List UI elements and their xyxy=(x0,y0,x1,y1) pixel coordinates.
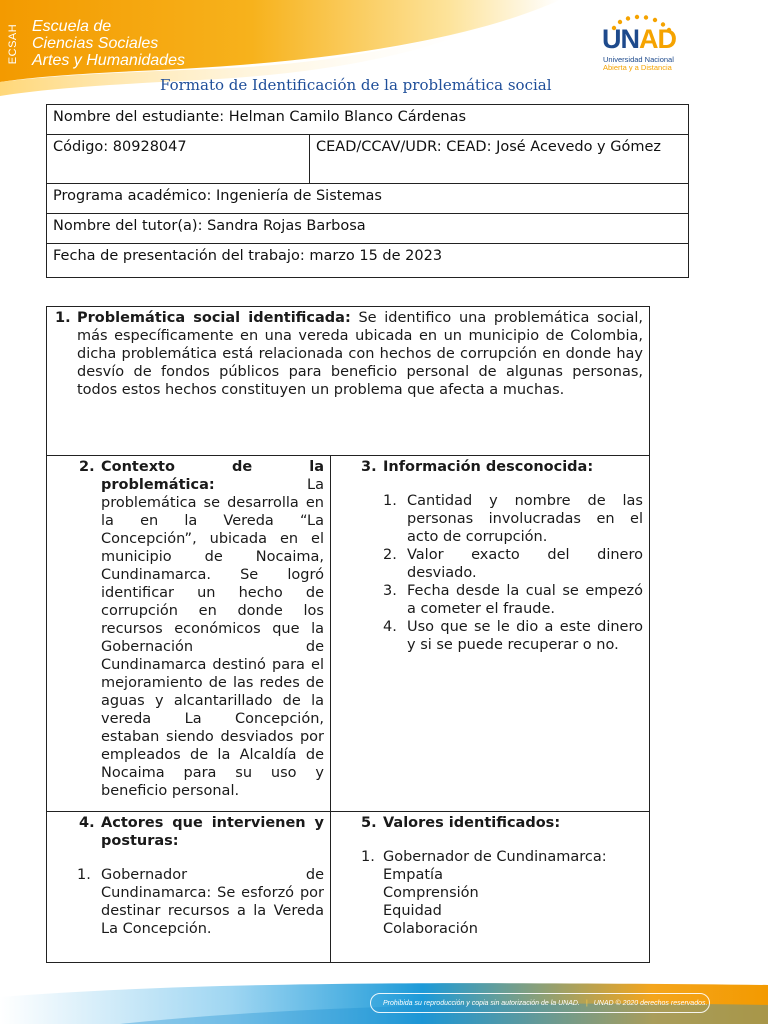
page-title: Formato de Identificación de la problemática social xyxy=(160,76,552,94)
ecsah-text: ECSAH xyxy=(7,23,19,65)
section-1-cell xyxy=(47,307,650,456)
section-5-label: Valores identificados: xyxy=(383,815,561,831)
problem-format-table xyxy=(46,306,650,963)
program-cell: Programa académico: Ingeniería de Sistemas xyxy=(47,184,689,214)
section-1-body: Se identifico una problemática social, más específicamente en una vereda ubicada en un municipio de Colombia, dicha problemática está relacionada con hechos de corrupción en donde hay desvío de fondos públicos para beneficio personal de algunas personas, todos estos hechos constituyen un problema que afecta a muchas. xyxy=(77,310,644,398)
section-1-number: 1. xyxy=(55,310,71,326)
section-2-number: 2. xyxy=(79,459,95,475)
value-entry: Comprensión xyxy=(383,885,479,901)
footer-copy-notice: Prohibida su reproducción y copia sin autorización de la UNAD. xyxy=(383,999,580,1007)
unknown-info-list xyxy=(383,492,643,654)
school-name xyxy=(32,18,185,69)
footer-notice xyxy=(370,993,710,1013)
values-item-number: 1. xyxy=(361,849,375,865)
unknown-info-item-number: 1. xyxy=(383,493,397,509)
logo-subtitle xyxy=(603,56,693,72)
section-5-number: 5. xyxy=(361,815,377,831)
logo-un: UN xyxy=(602,24,639,54)
actors-list xyxy=(77,866,324,938)
school-line-1: Escuela de xyxy=(32,18,112,35)
section-4-cell xyxy=(47,812,331,963)
section-5-heading xyxy=(361,814,643,832)
actor-item-number: 1. xyxy=(77,867,91,883)
section-3-label: Información desconocida: xyxy=(383,459,594,475)
actor-item-text: Gobernador de Cundinamarca: Se esforzó por destinar recursos a la Vereda La Concepción. xyxy=(101,867,324,937)
section-2-text xyxy=(79,458,324,800)
values-entries xyxy=(383,866,643,938)
cead-cell: CEAD/CCAV/UDR: CEAD: José Acevedo y Gómez xyxy=(310,135,689,184)
unknown-info-item-text: Uso que se le dio a este dinero y si se puede recuperar o no. xyxy=(407,619,643,653)
values-item-head: Gobernador de Cundinamarca: xyxy=(383,849,607,865)
ecsah-vertical-label xyxy=(4,18,22,70)
logo-sub-line-1: Universidad Nacional xyxy=(603,55,674,64)
section-1-text xyxy=(55,309,644,399)
date-cell: Fecha de presentación del trabajo: marzo 15 de 2023 xyxy=(47,244,689,278)
section-2-label: Contexto de la problemática: xyxy=(101,459,324,493)
code-cell: Código: 80928047 xyxy=(47,135,310,184)
footer-separator: | xyxy=(585,999,588,1007)
student-name-cell: Nombre del estudiante: Helman Camilo Blanco Cárdenas xyxy=(47,105,689,135)
footer-banner xyxy=(0,975,768,1024)
section-4-label: Actores que intervienen y posturas: xyxy=(101,815,324,849)
unknown-info-item-text: Fecha desde la cual se empezó a cometer el fraude. xyxy=(407,583,643,617)
unknown-info-item-text: Valor exacto del dinero desviado. xyxy=(407,547,643,581)
school-line-2: Ciencias Sociales xyxy=(32,35,159,52)
school-line-3: Artes y Humanidades xyxy=(32,52,185,69)
section-1-label: Problemática social identificada: xyxy=(77,310,351,326)
actor-item xyxy=(77,866,324,938)
value-entry: Empatía xyxy=(383,867,443,883)
student-info-table xyxy=(46,104,689,278)
unknown-info-item xyxy=(383,546,643,582)
tutor-cell: Nombre del tutor(a): Sandra Rojas Barbosa xyxy=(47,214,689,244)
unknown-info-item xyxy=(383,582,643,618)
values-list xyxy=(361,848,643,938)
values-item xyxy=(361,848,643,866)
section-3-number: 3. xyxy=(361,459,377,475)
logo-wordmark xyxy=(602,24,676,55)
logo-ad: AD xyxy=(639,24,676,54)
section-2-cell xyxy=(47,456,331,812)
section-3-heading xyxy=(361,458,643,476)
unknown-info-item xyxy=(383,618,643,654)
unknown-info-item-number: 4. xyxy=(383,619,397,635)
value-entry: Equidad xyxy=(383,903,442,919)
unknown-info-item xyxy=(383,492,643,546)
logo-sub-line-2: Abierta y a Distancia xyxy=(603,63,672,72)
section-5-cell xyxy=(331,812,650,963)
section-3-cell xyxy=(331,456,650,812)
section-4-heading xyxy=(79,814,324,850)
footer-rights: UNAD © 2020 derechos reservados. xyxy=(593,999,708,1007)
unknown-info-item-number: 2. xyxy=(383,547,397,563)
section-4-number: 4. xyxy=(79,815,95,831)
value-entry: Colaboración xyxy=(383,921,478,937)
section-2-body: La problemática se desarrolla en la en la Vereda “La Concepción”, ubicada en el municipio de Nocaima, Cundinamarca. Se logró identificar un hecho de corrupción en donde los recursos económicos que la Gobernación de Cundinamarca destinó para el mejoramiento de las redes de aguas y alcantarillado de la vereda La Concepción, estaban siendo desviados por empleados de la Alcaldía de Nocaima para su uso y beneficio personal. xyxy=(101,477,324,799)
unknown-info-item-text: Cantidad y nombre de las personas involucradas en el acto de corrupción. xyxy=(407,493,643,545)
unknown-info-item-number: 3. xyxy=(383,583,397,599)
